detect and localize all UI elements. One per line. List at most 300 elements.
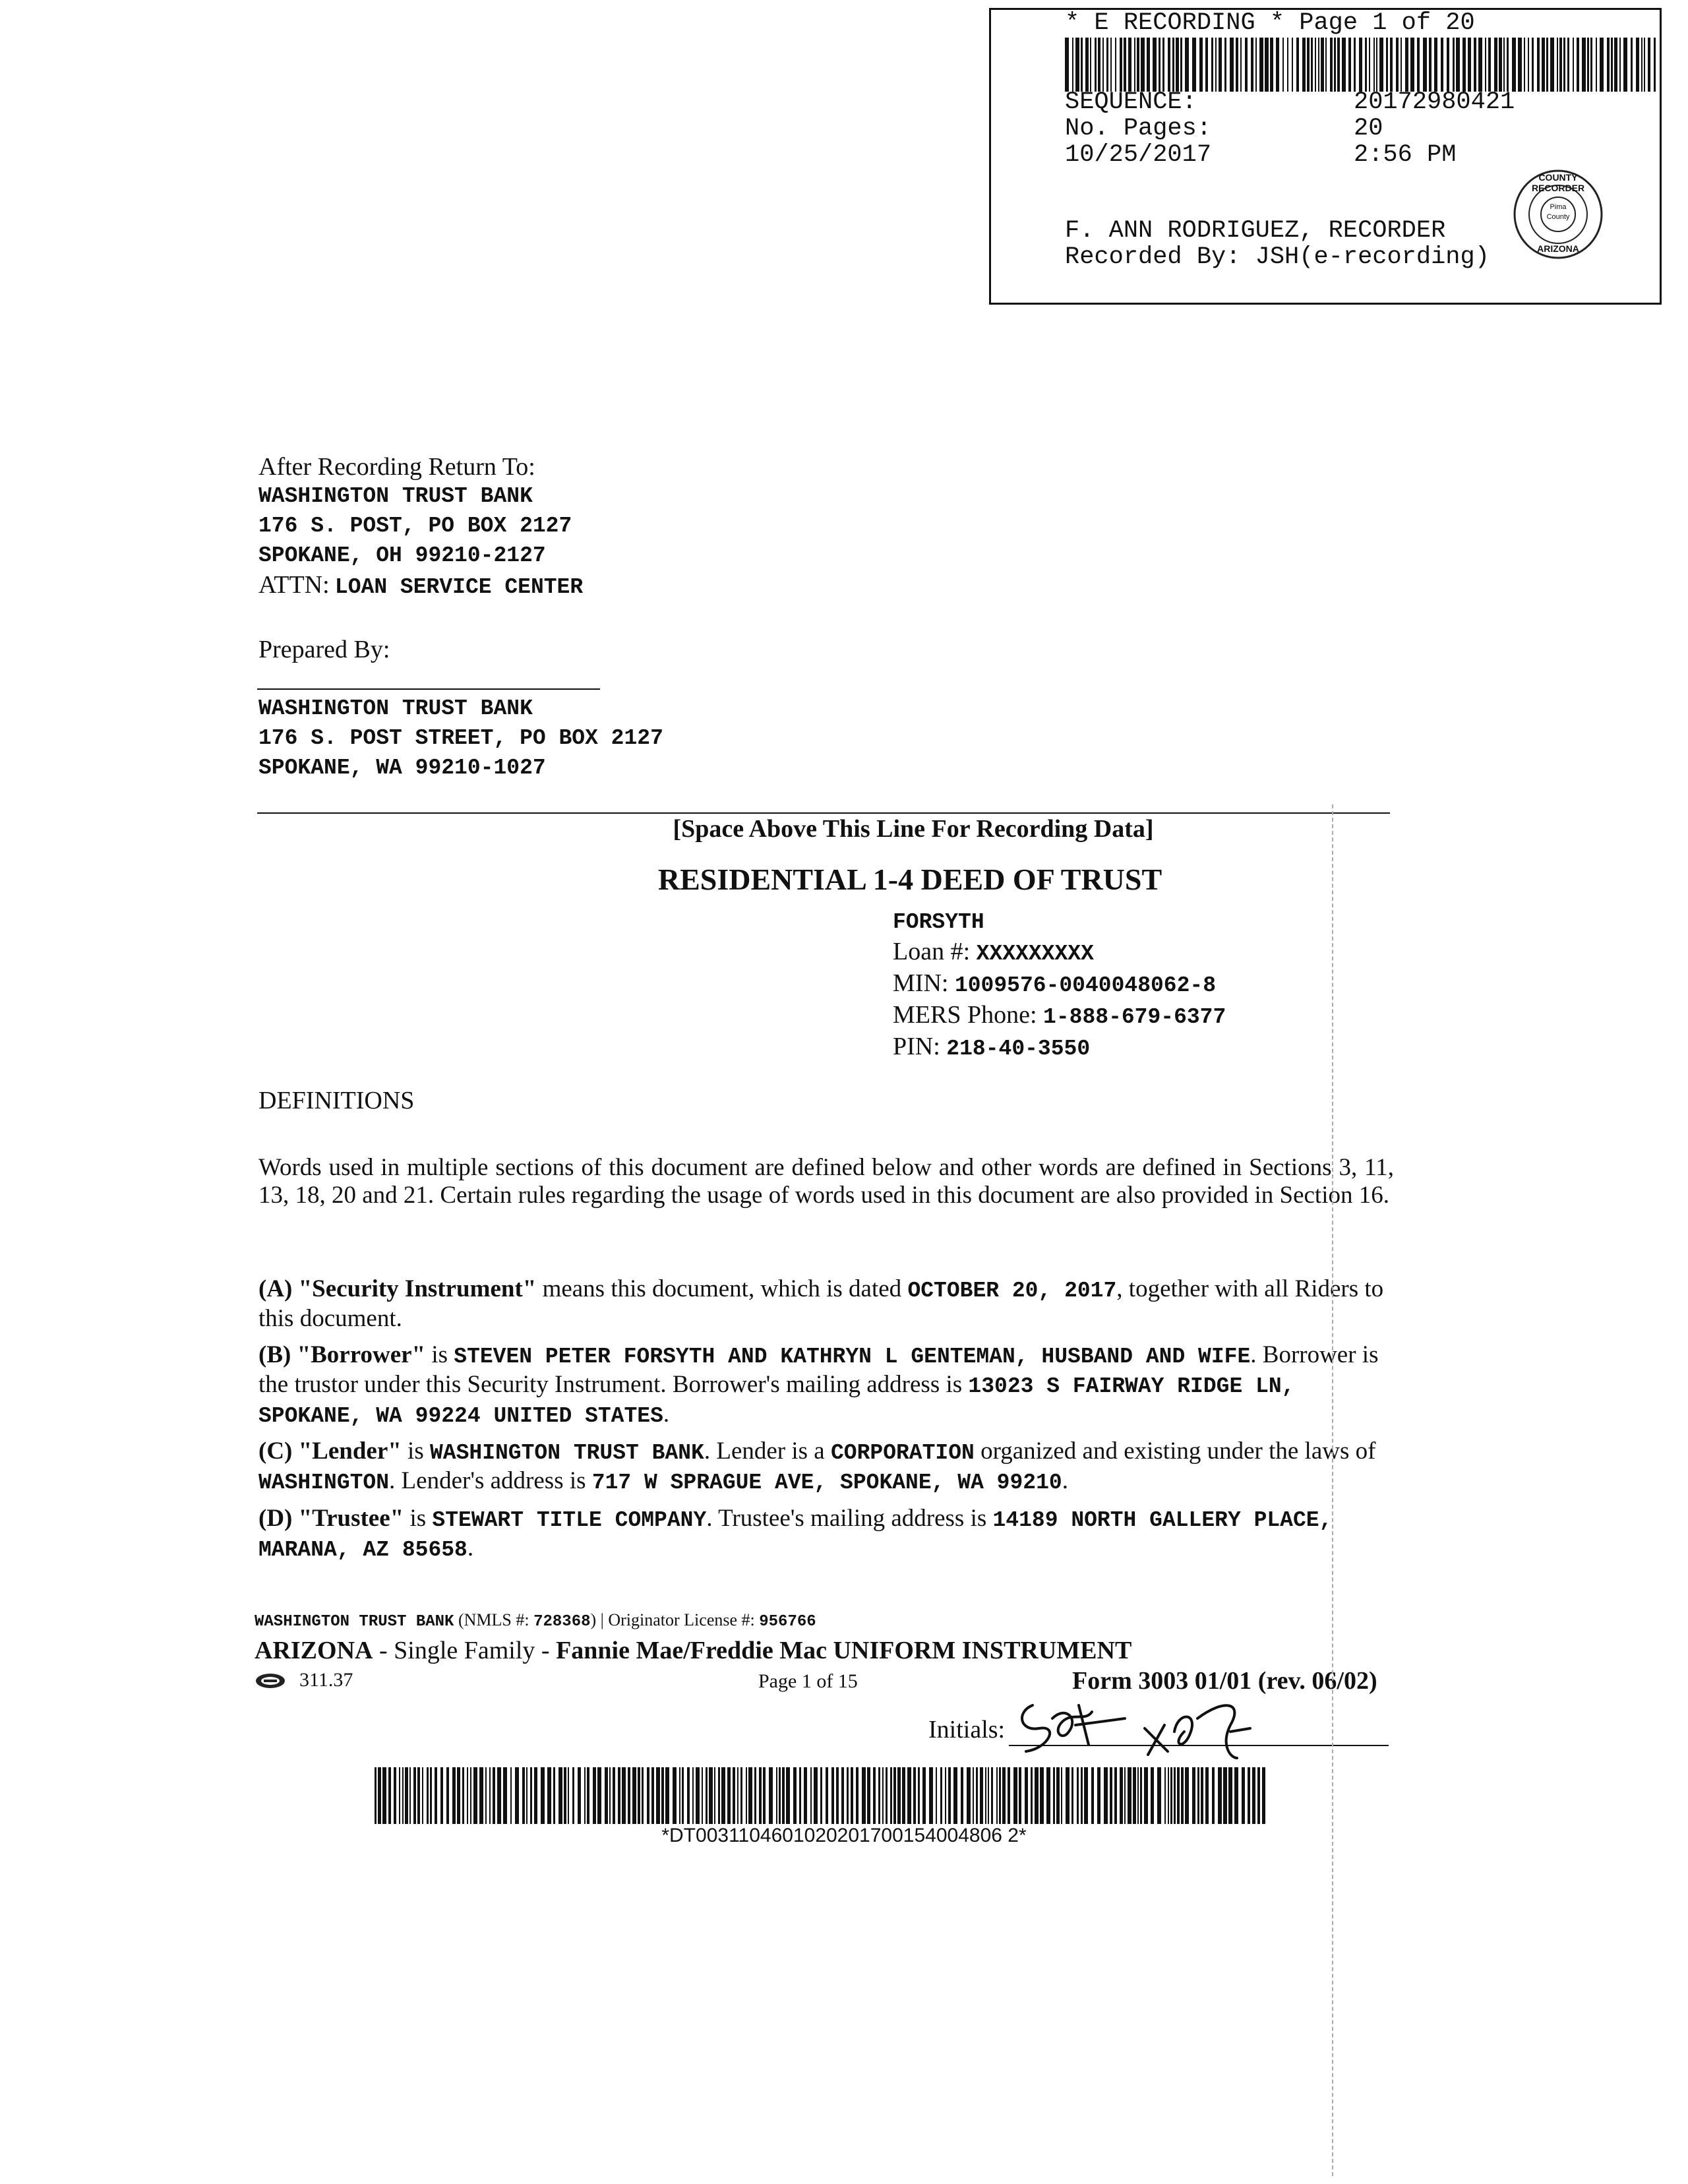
barcode-bar [779, 1767, 781, 1824]
barcode-bar [1532, 38, 1534, 92]
barcode-bar [763, 1767, 766, 1824]
barcode-bar [1137, 38, 1139, 92]
barcode-bar [1255, 38, 1257, 92]
barcode-bar [1192, 38, 1196, 92]
barcode-bar [430, 1767, 432, 1824]
barcode-bar [673, 1767, 677, 1824]
def-a-term: (A) "Security Instrument" [258, 1275, 537, 1302]
barcode-bar [1282, 38, 1284, 92]
barcode-bar [1596, 38, 1597, 92]
barcode-bar [1611, 38, 1613, 92]
barcode-bar [1159, 38, 1160, 92]
barcode-bar [1124, 38, 1126, 92]
barcode-bar [1168, 1767, 1169, 1824]
def-c-text3: organized and existing under the laws of [974, 1438, 1376, 1465]
barcode-bar [1453, 38, 1455, 92]
definition-c [258, 1438, 1394, 1497]
barcode-bar [1248, 1767, 1250, 1824]
footer-page: Page 1 of 15 [758, 1670, 858, 1692]
barcode-bar [503, 1767, 507, 1824]
barcode-bar [462, 1767, 464, 1824]
def-b-names: STEVEN PETER FORSYTH AND KATHRYN L GENTEMAN, HUSBAND AND WIFE [454, 1345, 1251, 1369]
barcode-bar [1259, 38, 1263, 92]
barcode-bar [1147, 38, 1150, 92]
barcode-bar [378, 1767, 381, 1824]
barcode-bar [1153, 38, 1157, 92]
sequence-label: SEQUENCE: [1065, 88, 1197, 116]
def-c-text5: . [1062, 1467, 1068, 1494]
barcode-bar [405, 1767, 408, 1824]
barcode-bar [913, 1767, 916, 1824]
barcode-bar [976, 1767, 978, 1824]
barcode-bar [584, 1767, 586, 1824]
barcode-bar [1110, 1767, 1112, 1824]
barcode-bar [769, 1767, 773, 1824]
barcode-bar [1019, 1767, 1021, 1824]
barcode-bar [733, 1767, 735, 1824]
barcode-bar [1447, 38, 1449, 92]
record-date: 10/25/2017 [1065, 141, 1212, 169]
barcode-bar [394, 1767, 396, 1824]
bottom-barcode [375, 1767, 1267, 1824]
barcode-bar [878, 1767, 880, 1824]
return-to-name: WASHINGTON TRUST BANK [258, 484, 533, 508]
barcode-bar [1557, 38, 1558, 92]
barcode-bar [1234, 1767, 1238, 1824]
def-c-text2: . Lender is a [704, 1438, 831, 1465]
barcode-bar [1546, 38, 1548, 92]
barcode-bar [1245, 38, 1248, 92]
barcode-bar [1180, 38, 1182, 92]
barcode-bar [1120, 1767, 1123, 1824]
barcode-bar [1405, 38, 1408, 92]
barcode-bar [902, 1767, 905, 1824]
bottom-barcode-text: *DT0031104601020201700154004806 2* [661, 1825, 1027, 1846]
def-b-text2: . Borrower is the trustor under this Security Instrument. Borrower's mailing address is [258, 1341, 1379, 1398]
barcode-bar [1128, 38, 1131, 92]
definition-d [258, 1505, 1394, 1564]
barcode-bar [1573, 38, 1574, 92]
barcode-bar [936, 1767, 937, 1824]
footer-form-name: Fannie Mae/Freddie Mac UNIFORM INSTRUMENT [556, 1637, 1132, 1664]
barcode-bar [1075, 38, 1079, 92]
barcode-bar [1137, 1767, 1139, 1824]
return-to-address2: SPOKANE, OH 99210-2127 [258, 543, 546, 568]
barcode-bar [1085, 38, 1089, 92]
barcode-bar [1641, 38, 1643, 92]
barcode-bar [1507, 38, 1509, 92]
def-c-address: 717 W SPRAGUE AVE, SPOKANE, WA 99210 [591, 1471, 1062, 1495]
barcode-bar [810, 1767, 812, 1824]
barcode-bar [804, 1767, 807, 1824]
barcode-bar [1524, 38, 1525, 92]
barcode-bar [1342, 38, 1346, 92]
barcode-bar [417, 1767, 420, 1824]
barcode-bar [1065, 38, 1069, 92]
barcode-bar [622, 1767, 626, 1824]
footer-state: ARIZONA [255, 1637, 373, 1664]
space-above-caption: [Space Above This Line For Recording Data] [673, 815, 1154, 843]
def-d-text3: . [467, 1534, 474, 1562]
barcode-bar [1321, 38, 1324, 92]
barcode-bar [1348, 38, 1351, 92]
footer-form-mid: - Single Family - [373, 1637, 557, 1664]
definition-b [258, 1341, 1394, 1430]
def-c-text1: is [401, 1438, 430, 1465]
barcode-bar [382, 1767, 386, 1824]
barcode-bar [967, 1767, 971, 1824]
barcode-bar [1066, 1767, 1070, 1824]
barcode-bar [841, 1767, 844, 1824]
barcode-bar [1499, 38, 1502, 92]
attn-line [258, 570, 852, 602]
barcode-bar [1164, 1767, 1166, 1824]
barcode-bar [522, 1767, 525, 1824]
footer-form-number: Form 3003 01/01 (rev. 06/02) [1072, 1667, 1377, 1695]
barcode-bar [1236, 38, 1238, 92]
barcode-bar [1456, 38, 1460, 92]
barcode-bar [1084, 1767, 1088, 1824]
barcode-bar [642, 1767, 644, 1824]
barcode-bar [1223, 1767, 1227, 1824]
definition-a [258, 1275, 1394, 1333]
barcode-bar [746, 1767, 747, 1824]
def-d-text1: is [404, 1505, 433, 1532]
barcode-bar [714, 1767, 715, 1824]
stamp-barcode [1065, 38, 1658, 92]
initials-signature [1013, 1692, 1290, 1765]
footer-code: 311.37 [299, 1669, 353, 1691]
def-d-text2: . Trustee's mailing address is [706, 1505, 993, 1532]
barcode-bar [1441, 38, 1443, 92]
barcode-bar [473, 1767, 477, 1824]
barcode-bar [709, 1767, 713, 1824]
barcode-bar [1201, 1767, 1203, 1824]
barcode-bar [754, 1767, 756, 1824]
def-c-text4: . Lender's address is [389, 1467, 592, 1494]
barcode-bar [1563, 38, 1565, 92]
barcode-bar [1401, 38, 1402, 92]
barcode-bar [918, 1767, 920, 1824]
barcode-bar [1276, 38, 1279, 92]
barcode-bar [1318, 38, 1319, 92]
barcode-bar [776, 1767, 777, 1824]
barcode-bar [493, 1767, 495, 1824]
barcode-bar [1369, 38, 1370, 92]
barcode-bar [435, 1767, 437, 1824]
recorded-by: Recorded By: JSH(e-recording) [1065, 243, 1490, 271]
barcode-bar [638, 1767, 640, 1824]
barcode-bar [882, 1767, 884, 1824]
borrower-surname: FORSYTH [893, 910, 984, 934]
barcode-bar [1251, 38, 1253, 92]
barcode-bar [1134, 38, 1135, 92]
min-label: MIN: [893, 969, 949, 997]
barcode-bar [1270, 38, 1273, 92]
barcode-bar [1330, 38, 1333, 92]
barcode-bar [1172, 38, 1174, 92]
barcode-bar [851, 1767, 853, 1824]
barcode-bar [1176, 38, 1179, 92]
barcode-bar [1115, 38, 1116, 92]
barcode-bar [1174, 1767, 1176, 1824]
barcode-bar [953, 1767, 957, 1824]
barcode-bar [862, 1767, 866, 1824]
def-b-text1: is [425, 1341, 454, 1368]
barcode-bar [665, 1767, 669, 1824]
barcode-bar [727, 1767, 731, 1824]
barcode-bar [1071, 1767, 1073, 1824]
barcode-bar [1170, 1767, 1172, 1824]
barcode-bar [1265, 38, 1269, 92]
barcode-bar [831, 1767, 834, 1824]
barcode-bar [1144, 1767, 1148, 1824]
barcode-bar [587, 1767, 589, 1824]
barcode-bar [515, 1767, 519, 1824]
barcode-bar [1040, 1767, 1044, 1824]
barcode-bar [618, 1767, 620, 1824]
barcode-bar [1296, 38, 1299, 92]
barcode-bar [1162, 38, 1164, 92]
barcode-bar [867, 1767, 870, 1824]
barcode-bar [1199, 38, 1203, 92]
barcode-bar [1252, 1767, 1255, 1824]
barcode-bar [1091, 1767, 1094, 1824]
prepared-by-rule [257, 688, 600, 690]
barcode-bar [702, 1767, 703, 1824]
barcode-bar [1197, 1767, 1199, 1824]
county-seal-icon [1512, 168, 1604, 260]
barcode-bar [991, 1767, 993, 1824]
barcode-bar [375, 1767, 377, 1824]
barcode-bar [1072, 38, 1073, 92]
barcode-bar [1619, 38, 1621, 92]
barcode-bar [1046, 1767, 1050, 1824]
document-title: RESIDENTIAL 1-4 DEED OF TRUST [657, 863, 1162, 896]
def-d-term: (D) "Trustee" [258, 1505, 404, 1532]
barcode-bar [479, 1767, 483, 1824]
barcode-bar [856, 1767, 859, 1824]
barcode-bar [1031, 1767, 1033, 1824]
barcode-bar [1590, 38, 1592, 92]
loan-number-line [893, 937, 1226, 969]
barcode-bar [1631, 38, 1633, 92]
barcode-bar [940, 1767, 942, 1824]
barcode-bar [948, 1767, 951, 1824]
barcode-bar [820, 1767, 822, 1824]
return-to-address1: 176 S. POST, PO BOX 2127 [258, 514, 572, 538]
barcode-bar [1151, 1767, 1154, 1824]
prepared-by-address2: SPOKANE, WA 99210-1027 [258, 756, 546, 780]
barcode-bar [793, 1767, 797, 1824]
barcode-bar [651, 1767, 654, 1824]
def-b-address: 13023 S FAIRWAY RIDGE LN, SPOKANE, WA 99224 UNITED STATES [258, 1374, 1295, 1428]
barcode-bar [1292, 38, 1293, 92]
def-c-state: WASHINGTON [258, 1471, 390, 1495]
barcode-bar [1376, 38, 1377, 92]
barcode-bar [1503, 38, 1505, 92]
barcode-bar [1090, 38, 1091, 92]
barcode-bar [1623, 38, 1627, 92]
barcode-bar [1110, 38, 1112, 92]
barcode-bar [1373, 38, 1375, 92]
barcode-bar [597, 1767, 601, 1824]
barcode-bar [1537, 38, 1540, 92]
barcode-bar [1106, 38, 1108, 92]
barcode-bar [1242, 1767, 1245, 1824]
barcode-bar [1307, 38, 1310, 92]
loan-number-label: Loan #: [893, 938, 971, 965]
barcode-bar [422, 1767, 423, 1824]
barcode-bar [740, 1767, 742, 1824]
barcode-bar [1379, 38, 1383, 92]
barcode-bar [1095, 38, 1097, 92]
barcode-bar [1587, 38, 1589, 92]
barcode-bar [1228, 1767, 1232, 1824]
barcode-bar [1567, 38, 1569, 92]
recording-stamp [989, 8, 1662, 305]
attn-value: LOAN SERVICE CENTER [334, 575, 584, 599]
def-a-text2: , together with all Riders to this document. [258, 1275, 1384, 1332]
barcode-bar [1518, 38, 1522, 92]
barcode-bar [682, 1767, 684, 1824]
def-c-entity: CORPORATION [830, 1441, 975, 1465]
barcode-bar [1081, 38, 1083, 92]
def-c-name: WASHINGTON TRUST BANK [429, 1441, 704, 1465]
barcode-bar [1077, 1767, 1079, 1824]
barcode-bar [530, 1767, 532, 1824]
barcode-bar [886, 1767, 888, 1824]
barcode-bar [1053, 1767, 1055, 1824]
barcode-bar [1311, 38, 1313, 92]
barcode-bar [799, 1767, 801, 1824]
barcode-bar [409, 1767, 411, 1824]
barcode-bar [1240, 38, 1242, 92]
barcode-bar [1061, 1767, 1062, 1824]
barcode-bar [628, 1767, 630, 1824]
barcode-bar [534, 1767, 537, 1824]
barcode-bar [961, 1767, 963, 1824]
prepared-by-block [258, 694, 663, 783]
barcode-bar [1002, 1767, 1006, 1824]
barcode-bar [661, 1767, 664, 1824]
barcode-bar [786, 1767, 790, 1824]
barcode-bar [1081, 1767, 1083, 1824]
barcode-bar [1302, 38, 1306, 92]
barcode-bar [1325, 38, 1327, 92]
pin-line [893, 1032, 1226, 1064]
record-time: 2:56 PM [1354, 141, 1457, 169]
barcode-bar [1168, 38, 1170, 92]
barcode-bar [427, 1767, 429, 1824]
loan-info-block [893, 907, 1226, 1064]
barcode-bar [973, 1767, 974, 1824]
barcode-bar [1315, 38, 1316, 92]
barcode-bar [526, 1767, 528, 1824]
barcode-bar [996, 1767, 998, 1824]
barcode-bar [1120, 38, 1122, 92]
barcode-bar [402, 1767, 404, 1824]
def-d-address: 14189 NORTH GALLERY PLACE, MARANA, AZ 85658 [258, 1508, 1333, 1562]
barcode-bar [945, 1767, 946, 1824]
min-value: 1009576-0040048062-8 [954, 973, 1217, 998]
barcode-bar [1474, 38, 1476, 92]
barcode-bar [1644, 38, 1645, 92]
barcode-bar [497, 1767, 501, 1824]
barcode-bar [1098, 38, 1100, 92]
barcode-bar [1185, 1767, 1189, 1824]
barcode-bar [1365, 38, 1367, 92]
barcode-bar [897, 1767, 901, 1824]
barcode-bar [890, 1767, 892, 1824]
barcode-bar [1102, 38, 1104, 92]
def-a-date: OCTOBER 20, 2017 [907, 1279, 1117, 1303]
barcode-bar [467, 1767, 468, 1824]
barcode-bar [1262, 1767, 1265, 1824]
barcode-bar [836, 1767, 839, 1824]
barcode-bar [980, 1767, 983, 1824]
barcode-bar [1528, 38, 1529, 92]
barcode-bar [457, 1767, 460, 1824]
barcode-bar [1140, 1767, 1142, 1824]
barcode-bar [564, 1767, 566, 1824]
prepared-by-address1: 176 S. POST STREET, PO BOX 2127 [258, 726, 663, 750]
barcode-bar [826, 1767, 828, 1824]
barcode-bar [737, 1767, 738, 1824]
initials-label: Initials: [928, 1716, 1006, 1744]
seal-top-text: COUNTY RECORDER [1531, 172, 1585, 193]
barcode-bar [922, 1767, 926, 1824]
footer-orig-label: ) | Originator License #: [590, 1610, 755, 1629]
barcode-bar [568, 1767, 569, 1824]
barcode-bar [1582, 38, 1586, 92]
barcode-bar [985, 1767, 986, 1824]
barcode-bar [1654, 38, 1656, 92]
barcode-bar [470, 1767, 471, 1824]
barcode-bar [399, 1767, 400, 1824]
barcode-bar [1205, 1767, 1209, 1824]
barcode-bar [814, 1767, 818, 1824]
scan-margin-line [1332, 804, 1333, 2176]
footer-lender-line [255, 1609, 816, 1633]
barcode-bar [613, 1767, 615, 1824]
barcode-bar [1462, 38, 1466, 92]
barcode-bar [893, 1767, 896, 1824]
barcode-bar [1485, 38, 1486, 92]
pin-value: 218-40-3550 [946, 1037, 1091, 1061]
sequence-value: 20172980421 [1354, 88, 1515, 116]
barcode-bar [1359, 38, 1362, 92]
barcode-bar [388, 1767, 391, 1824]
min-line [893, 969, 1226, 1000]
definitions-intro: Words used in multiple sections of this document are defined below and other words are defined in Sections 3, 11, 13, 18, 20 and 21. Certain rules regarding the usage of words used in this document are also provided in Section 16. [258, 1154, 1394, 1209]
barcode-bar [1185, 38, 1189, 92]
barcode-bar [1334, 38, 1336, 92]
barcode-bar [1230, 38, 1234, 92]
barcode-bar [718, 1767, 720, 1824]
barcode-bar [1577, 38, 1579, 92]
barcode-bar [1417, 38, 1420, 92]
recorder-name: F. ANN RODRIGUEZ, RECORDER [1065, 217, 1446, 245]
mers-value: 1-888-679-6377 [1043, 1005, 1226, 1029]
barcode-bar [510, 1767, 512, 1824]
barcode-bar [759, 1767, 762, 1824]
barcode-bar [1648, 38, 1650, 92]
barcode-bar [1636, 38, 1639, 92]
barcode-bar [489, 1767, 491, 1824]
barcode-bar [1035, 1767, 1039, 1824]
barcode-bar [1354, 38, 1356, 92]
